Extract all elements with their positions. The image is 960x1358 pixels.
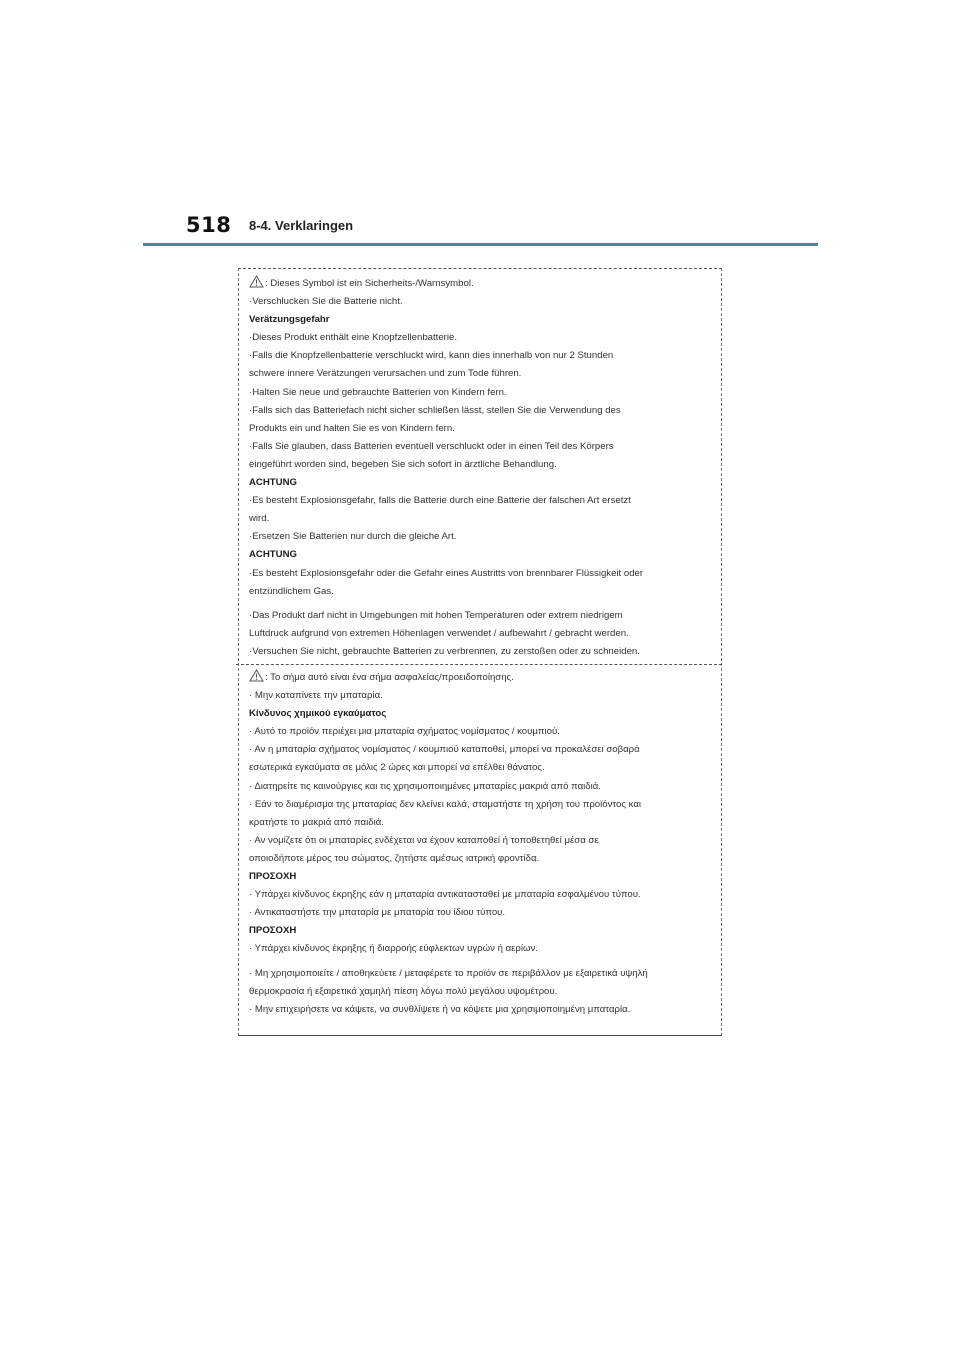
notice-line: entzündlichem Gas. — [249, 585, 334, 597]
header-rule — [143, 243, 818, 246]
section-title: 8-4. Verklaringen — [249, 218, 354, 233]
heading: ΠΡΟΣΟΧΗ — [249, 925, 297, 937]
notice-line: · Μην καταπίνετε την μπαταρία. — [249, 690, 383, 702]
notice-line: θερμοκρασία ή εξαιρετικά χαμηλή πίεση λόγω πολύ μεγάλου υψομέτρου. — [249, 985, 558, 997]
box-left-border — [238, 268, 239, 1036]
notice-line: οποιοδήποτε μέρος του σώματος, ζητήστε αμέσως ιατρική φροντίδα. — [249, 852, 540, 864]
greek-notice — [249, 669, 715, 1019]
notice-line: · Διατηρείτε τις καινούργιες και τις χρησιμοποιημένες μπαταρίες μακριά από παιδιά. — [249, 780, 601, 792]
heading: ΠΡΟΣΟΧΗ — [249, 871, 297, 883]
box-right-border — [721, 268, 722, 1036]
page-number: 518 — [186, 213, 232, 237]
german-notice — [249, 275, 715, 661]
notice-line: ·Halten Sie neue und gebrauchte Batterien von Kindern fern. — [249, 386, 507, 398]
notice-line: · Αυτό το προϊόν περιέχει μια μπαταρία σχήματος νομίσματος / κουμπιού. — [249, 726, 560, 738]
language-divider — [236, 664, 722, 665]
heading: ACHTUNG — [249, 477, 297, 489]
symbol-text: : Dieses Symbol ist ein Sicherheits-/Warnsymbol. — [265, 278, 474, 289]
warning-triangle-icon — [249, 669, 264, 682]
notice-line: wird. — [249, 513, 270, 525]
heading: Κίνδυνος χημικού εγκαύματος — [249, 708, 387, 720]
notice-line: · Αν νομίζετε ότι οι μπαταρίες ενδέχεται να έχουν καταποθεί ή τοποθετηθεί μέσα σε — [249, 834, 599, 846]
notice-line: ·Es besteht Explosionsgefahr, falls die Batterie durch eine Batterie der falschen Art ersetzt — [249, 495, 631, 507]
notice-line: ·Verschlucken Sie die Batterie nicht. — [249, 296, 403, 308]
notice-line: · Υπάρχει κίνδυνος έκρηξης ή διαρροής εύφλεκτων υγρών ή αερίων. — [249, 943, 538, 955]
box-bottom-border — [238, 1035, 722, 1036]
notice-line: Produkts ein und halten Sie es von Kindern fern. — [249, 422, 455, 434]
notice-line: · Αντικαταστήστε την μπαταρία με μπαταρία του ίδιου τύπου. — [249, 907, 506, 919]
notice-line: ·Das Produkt darf nicht in Umgebungen mit hohen Temperaturen oder extrem niedrigem — [249, 609, 623, 621]
notice-line: ·Versuchen Sie nicht, gebrauchte Batterien zu verbrennen, zu zerstoßen oder zu schneiden. — [249, 645, 640, 657]
notice-line: · Μην επιχειρήσετε να κάψετε, να συνθλίψετε ή να κόψετε μια χρησιμοποιημένη μπαταρία. — [249, 1003, 631, 1015]
notice-line: εσωτερικά εγκαύματα σε μόλις 2 ώρες και μπορεί να επέλθει θάνατος. — [249, 762, 545, 774]
notice-box — [238, 268, 722, 1036]
notice-line: ·Ersetzen Sie Batterien nur durch die gleiche Art. — [249, 531, 457, 543]
notice-line: ·Falls Sie glauben, dass Batterien eventuell verschluckt oder in einen Teil des Körpers — [249, 440, 614, 452]
notice-line: · Υπάρχει κίνδυνος έκρηξης εάν η μπαταρία αντικατασταθεί με μπαταρία εσφαλμένου τύπου. — [249, 889, 641, 901]
notice-line: ·Dieses Produkt enthält eine Knopfzellenbatterie. — [249, 332, 457, 344]
box-top-border — [238, 268, 722, 269]
notice-line: ·Falls die Knopfzellenbatterie verschluckt wird, kann dies innerhalb von nur 2 Stunden — [249, 350, 614, 362]
symbol-text: : Το σήμα αυτό είναι ένα σήμα ασφαλείας/προειδοποίησης. — [265, 672, 514, 683]
notice-line: ·Falls sich das Batteriefach nicht sicher schließen lässt, stellen Sie die Verwendung des — [249, 404, 621, 416]
notice-line: ·Es besteht Explosionsgefahr oder die Gefahr eines Austritts von brennbarer Flüssigkeit oder — [249, 567, 644, 579]
heading: ACHTUNG — [249, 549, 297, 561]
warning-triangle-icon — [249, 275, 264, 288]
notice-line: schwere innere Verätzungen verursachen und zum Tode führen. — [249, 368, 522, 380]
notice-line: Luftdruck aufgrund von extremen Höhenlagen verwendet / aufbewahrt / gebracht werden. — [249, 627, 629, 639]
notice-line: eingeführt worden sind, begeben Sie sich sofort in ärztliche Behandlung. — [249, 458, 557, 470]
notice-line: κρατήστε το μακριά από παιδιά. — [249, 816, 384, 828]
notice-line: · Μη χρησιμοποιείτε / αποθηκεύετε / μεταφέρετε το προϊόν σε περιβάλλον με εξαιρετικά υψηλή — [249, 967, 648, 979]
notice-line: · Εάν το διαμέρισμα της μπαταρίας δεν κλείνει καλά, σταματήστε τη χρήση του προϊόντος και — [249, 798, 642, 810]
notice-line: · Αν η μπαταρία σχήματος νομίσματος / κουμπιού καταποθεί, μπορεί να προκαλέσει σοβαρά — [249, 744, 640, 756]
heading: Verätzungsgefahr — [249, 314, 330, 326]
symbol-line — [249, 275, 715, 293]
symbol-line — [249, 669, 715, 687]
